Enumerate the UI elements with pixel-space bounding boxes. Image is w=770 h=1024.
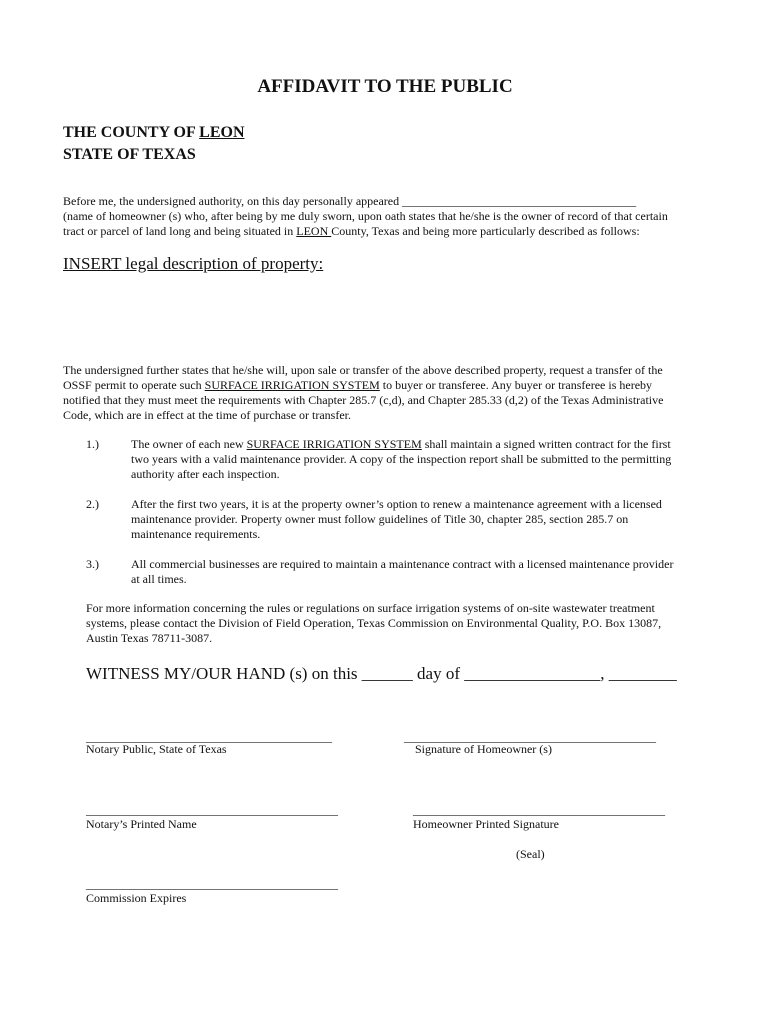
county-name: LEON <box>199 124 245 141</box>
list-item-1-line-1 <box>131 437 671 452</box>
document-title: AFFIDAVIT TO THE PUBLIC <box>257 76 513 97</box>
commission-expires-label: Commission Expires <box>86 891 187 905</box>
insert-legal-description: INSERT legal description of property: <box>63 254 324 273</box>
list-item-1-pre: The owner of each new <box>131 437 247 451</box>
list-item-2-line-2: maintenance provider. Property owner must follow guidelines of Title 30, chapter 285, section 285.7 on <box>131 512 629 526</box>
notary-printed-label: Notary’s Printed Name <box>86 817 197 831</box>
list-item-1-post: shall maintain a signed written contract for the first <box>421 437 671 451</box>
list-item-1-line-2: two years with a valid maintenance provider. A copy of the inspection report shall be submitted to the permitting <box>131 452 672 466</box>
homeowner-printed-label: Homeowner Printed Signature <box>413 817 559 831</box>
para2-line-3: notified that they must meet the requirements with Chapter 285.7 (c,d), and Chapter 285.33 (d,2) of the Texas Administrative <box>63 393 664 407</box>
list-item-1-line-3: authority after each inspection. <box>131 467 280 481</box>
para2-line-2-post: to buyer or transferee. Any buyer or transferee is hereby <box>379 378 653 392</box>
list-item-number: 3.) <box>86 557 99 571</box>
intro-line-3 <box>63 224 640 239</box>
list-item-2-line-1: After the first two years, it is at the property owner’s option to renew a maintenance agreement with a licensed <box>131 497 662 511</box>
list-item-3-line-1: All commercial businesses are required to maintain a maintenance contract with a licensed maintenance provider <box>131 557 674 571</box>
para2-line-2-system: SURFACE IRRIGATION SYSTEM <box>204 378 380 392</box>
para2-line-4: Code, which are in effect at the time of purchase or transfer. <box>63 408 351 422</box>
intro-line-3-county: LEON <box>296 224 332 238</box>
info-line-1: For more information concerning the rules or regulations on surface irrigation systems of on-site wastewater treatment <box>86 601 655 615</box>
intro-line-3-post: County, Texas and being more particularly described as follows: <box>331 224 640 238</box>
notary-signature-line: _________________________________________ <box>86 730 332 744</box>
homeowner-signature-line: __________________________________________ <box>404 730 656 744</box>
county-prefix: THE COUNTY OF <box>63 124 200 141</box>
list-item-number: 1.) <box>86 437 99 451</box>
state-heading: STATE OF TEXAS <box>63 146 196 163</box>
list-item-3-line-2: at all times. <box>131 572 187 586</box>
homeowner-signature-label: Signature of Homeowner (s) <box>415 742 552 756</box>
notary-printed-line: __________________________________________ <box>86 803 338 817</box>
para2-line-2-pre: OSSF permit to operate such <box>63 378 205 392</box>
info-line-3: Austin Texas 78711-3087. <box>86 631 213 645</box>
notary-public-label: Notary Public, State of Texas <box>86 742 227 756</box>
commission-line: __________________________________________ <box>86 877 338 891</box>
para2-line-1: The undersigned further states that he/she will, upon sale or transfer of the above described property, request a transfer of the <box>63 363 663 377</box>
list-item-number: 2.) <box>86 497 99 511</box>
list-item-2-line-3: maintenance requirements. <box>131 527 261 541</box>
witness-line: WITNESS MY/OUR HAND (s) on this ______ day of ________________, ________ <box>86 664 677 683</box>
intro-line-1: Before me, the undersigned authority, on this day personally appeared _______________________________________ <box>63 194 637 208</box>
para2-line-2 <box>63 378 652 393</box>
info-line-2: systems, please contact the Division of Field Operation, Texas Commission on Environmental Quality, P.O. Box 13087, <box>86 616 662 630</box>
seal-label: (Seal) <box>516 847 545 861</box>
intro-line-2: (name of homeowner (s) who, after being by me duly sworn, upon oath states that he/she is the owner of record of that certain <box>63 209 668 223</box>
list-item-1-system: SURFACE IRRIGATION SYSTEM <box>246 437 422 451</box>
county-heading <box>63 124 245 142</box>
homeowner-printed-line: __________________________________________ <box>413 803 665 817</box>
intro-line-3-pre: tract or parcel of land long and being situated in <box>63 224 297 238</box>
